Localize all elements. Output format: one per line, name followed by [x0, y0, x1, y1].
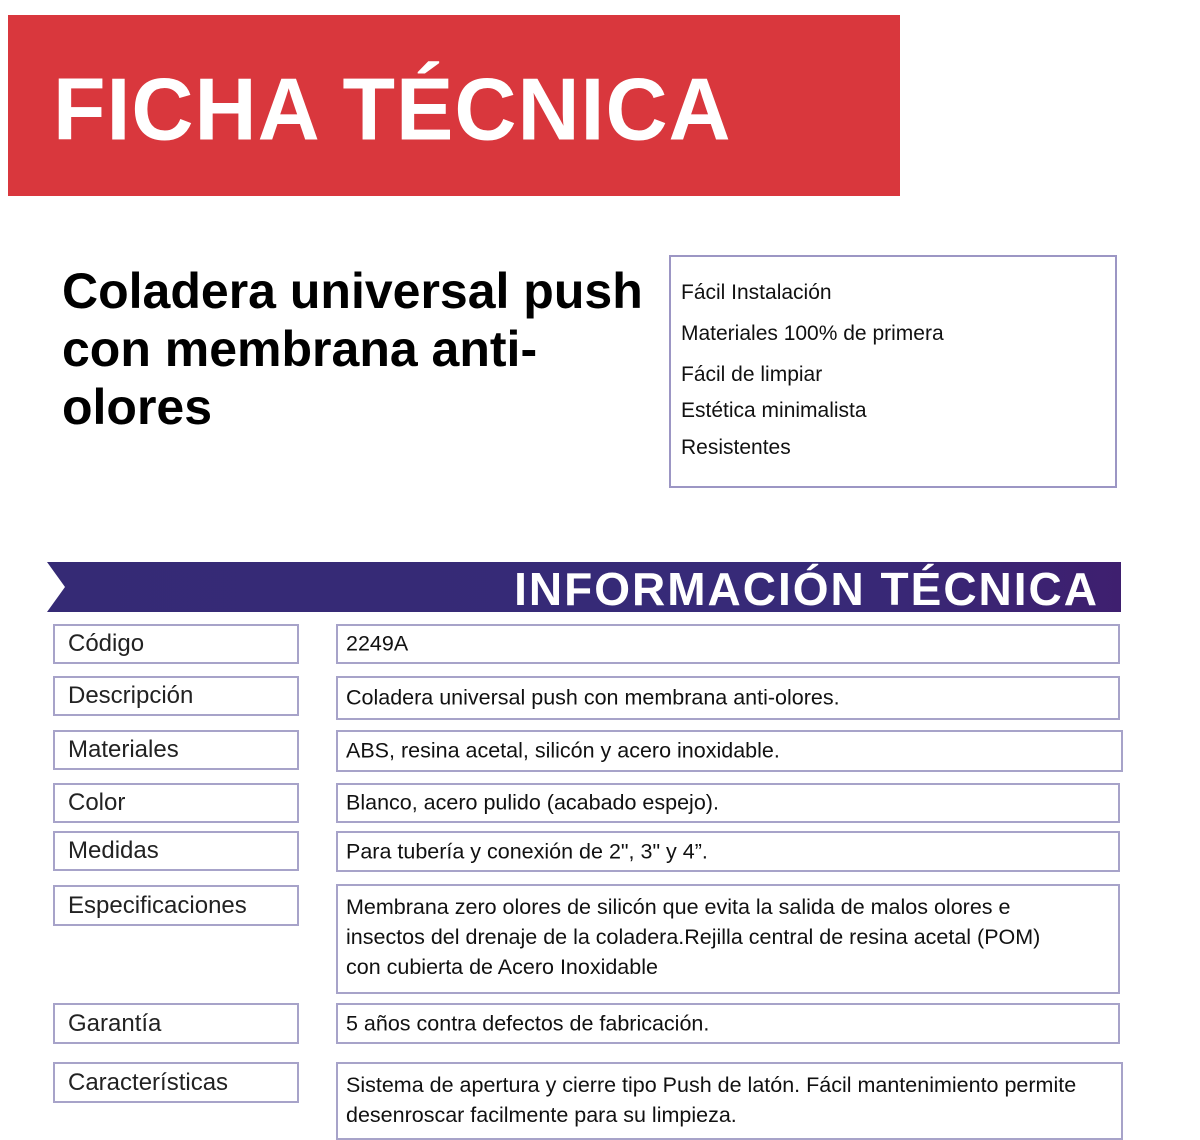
- spec-label-cell: [53, 885, 299, 926]
- spec-value-cell: [336, 676, 1120, 720]
- spec-value: Blanco, acero pulido (acabado espejo).: [346, 790, 719, 815]
- spec-value-cell: [336, 884, 1120, 994]
- spec-value-cell: [336, 783, 1120, 823]
- feature-item: Estética minimalista: [681, 399, 867, 422]
- section-header-bar: [47, 562, 1121, 615]
- spec-value: Sistema de apertura y cierre tipo Push de latón. Fácil mantenimiento permite desenroscar facilmente para su limpieza.: [346, 1073, 1077, 1127]
- spec-label: Características: [68, 1068, 229, 1096]
- spec-label-cell: [53, 1003, 299, 1044]
- spec-label: Medidas: [68, 837, 159, 864]
- spec-label-cell: [53, 676, 299, 716]
- spec-label: Materiales: [68, 736, 179, 763]
- spec-label-cell: [53, 730, 299, 770]
- spec-value-cell: [336, 624, 1120, 664]
- feature-item: Fácil de limpiar: [681, 363, 823, 386]
- spec-label-cell: [53, 1062, 299, 1103]
- spec-value-cell: [336, 831, 1120, 872]
- feature-item: Fácil Instalación: [681, 281, 832, 304]
- spec-value: 2249A: [346, 631, 409, 656]
- spec-value-cell: [336, 1062, 1123, 1140]
- spec-value: 5 años contra defectos de fabricación.: [346, 1011, 710, 1035]
- product-name: Coladera universal push con membrana anti-olores: [62, 263, 643, 435]
- spec-label: Especificaciones: [68, 891, 247, 919]
- spec-value: Membrana zero olores de silicón que evita la salida de malos olores e insectos del drenaje de la coladera.Rejilla central de resina acetal (POM) con cubierta de Acero Inoxidable: [346, 895, 1041, 979]
- spec-label: Descripción: [68, 682, 194, 709]
- section-title: INFORMACIÓN TÉCNICA: [514, 563, 1099, 615]
- spec-value: Para tubería y conexión de 2", 3" y 4”.: [346, 839, 708, 863]
- page-title: FICHA TÉCNICA: [53, 61, 732, 159]
- spec-label: Color: [68, 789, 126, 816]
- spec-value: Coladera universal push con membrana anti-olores.: [346, 685, 840, 710]
- spec-value-cell: [336, 730, 1123, 772]
- spec-label-cell: [53, 624, 299, 664]
- title-banner: [8, 15, 900, 196]
- spec-label-cell: [53, 831, 299, 871]
- spec-label: Garantía: [68, 1009, 162, 1037]
- spec-label-cell: [53, 783, 299, 823]
- feature-item: Resistentes: [681, 436, 791, 459]
- features-box: [669, 255, 1117, 488]
- spec-value: ABS, resina acetal, silicón y acero inoxidable.: [346, 738, 780, 763]
- spec-value-cell: [336, 1003, 1120, 1044]
- feature-item: Materiales 100% de primera: [681, 322, 944, 345]
- spec-label: Código: [68, 630, 145, 657]
